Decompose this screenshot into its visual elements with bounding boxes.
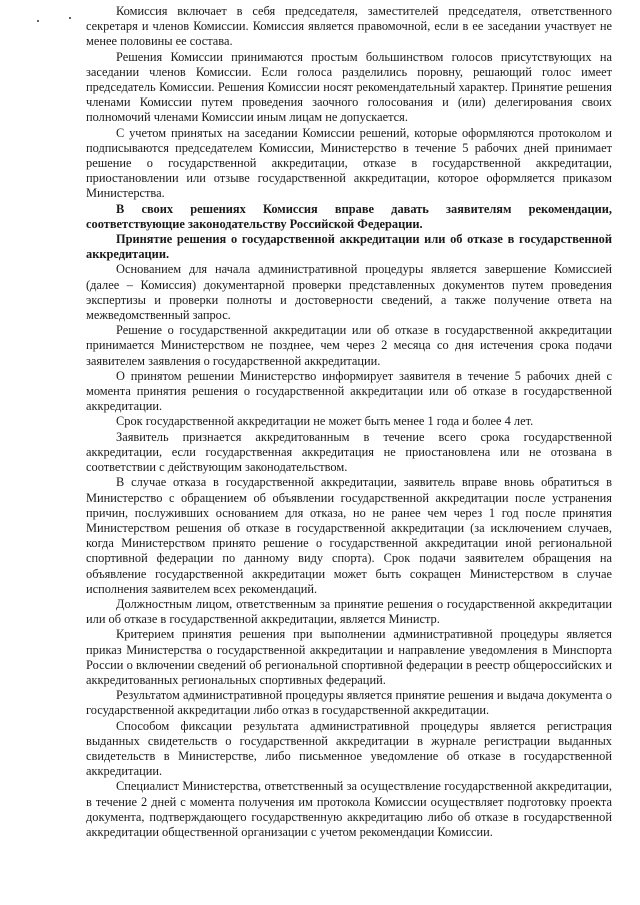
paragraph-commission-recommendations: В своих решениях Комиссия вправе давать заявителям рекомендации, соответствующие законодательству Российской Федерации. xyxy=(86,201,612,231)
scan-speck xyxy=(69,17,71,19)
paragraph-procedure-basis: Основанием для начала административной процедуры является завершение Комиссией (далее – Комиссия) документарной проверки представленных документов путем проведения экспертизы и проверки полноты и достоверности сведений, а также получение ответа на межведомственный запрос. xyxy=(86,262,612,323)
paragraph-applicant-accredited: Заявитель признается аккредитованным в течение всего срока государственной аккредитации, если государственная аккредитация не приостановлена или не отозвана в соответствии с действующим законодательством. xyxy=(86,429,612,475)
paragraph-decision-deadline: Решение о государственной аккредитации или об отказе в государственной аккредитации принимается Министерством не позднее, чем через 2 месяца со дня истечения срока подачи заявителем заявления о государственной аккредитации. xyxy=(86,323,612,368)
paragraph-ministry-decision: С учетом принятых на заседании Комиссии решений, которые оформляются протоколом и подписываются председателем Комиссии, Министерство в течение 5 рабочих дней принимает решение о государственной аккредитации, отказе в государственной аккредитации, приостановлении или отзыве государственной аккредитации, которое оформляется приказом Министерства. xyxy=(86,125,612,201)
paragraph-result-recording: Способом фиксации результата административной процедуры является регистрация выданных свидетельств о государственной аккредитации в журнале регистрации выданных свидетельств в Министерстве, либо письменное уведомление об отказе в государственной аккредитации. xyxy=(86,718,612,779)
paragraph-responsible-official: Должностным лицом, ответственным за принятие решения о государственной аккредитации или об отказе в государственной аккредитации, является Министр. xyxy=(86,596,612,627)
scan-speck xyxy=(37,20,39,22)
paragraph-accreditation-term: Срок государственной аккредитации не может быть менее 1 года и более 4 лет. xyxy=(116,414,534,429)
paragraph-commission-composition: Комиссия включает в себя председателя, заместителей председателя, ответственного секретаря и членов Комиссии. Комиссия является правомочной, если в ее заседании участвует не менее половины ее состава. xyxy=(86,4,612,49)
paragraph-commission-decisions: Решения Комиссии принимаются простым большинством голосов присутствующих на заседании членов Комиссии. Если голоса разделились поровну, решающий голос имеет председатель Комиссии. Решения Комиссии носят рекомендательный характер. Принятие решения членами Комиссии путем проведения заочного голосования и (или) делегирования своих полномочий членами Комиссии иным лицам не допускается. xyxy=(86,49,612,125)
paragraph-applicant-notification: О принятом решении Министерство информирует заявителя в течение 5 рабочих дней с момента принятия решения о государственной аккредитации или об отказе в государственной аккредитации. xyxy=(86,368,612,414)
paragraph-refusal-reapplication: В случае отказа в государственной аккредитации, заявитель вправе вновь обратиться в Министерство с обращением об объявлении государственной аккредитации после устранения причин, послуживших основанием для отказа, но не ранее чем через 1 год после принятия Министерством решения об отказе в государственной аккредитации (за исключением случаев, когда Министерством принято решение о государственной аккредитации иной региональной спортивной федерации по данному виду спорта). Срок подачи заявителем обращения на объявление государственной аккредитации может быть сокращен Министерством в случае исполнения заявителем всех рекомендаций. xyxy=(86,475,612,596)
paragraph-specialist-duties: Специалист Министерства, ответственный за осуществление государственной аккредитации, в течение 2 дней с момента получения им протокола Комиссии осуществляет подготовку проекта документа, подтверждающего государственную аккредитацию либо об отказе в государственной аккредитации общественной организации с учетом рекомендации Комиссии. xyxy=(86,779,612,839)
paragraph-decision-criteria: Критерием принятия решения при выполнении административной процедуры является приказ Министерства о государственной аккредитации и направление уведомления в Минспорта России о включении сведений об региональной спортивной федерации в реестр общероссийских и аккредитованных региональных спортивных федераций. xyxy=(86,627,612,687)
paragraph-procedure-result: Результатом административной процедуры является принятие решения и выдача документа о государственной аккредитации либо отказ в государственной аккредитации. xyxy=(86,688,612,718)
section-heading-accreditation-decision: Принятие решения о государственной аккредитации или об отказе в государственной аккредитации. xyxy=(86,232,612,262)
